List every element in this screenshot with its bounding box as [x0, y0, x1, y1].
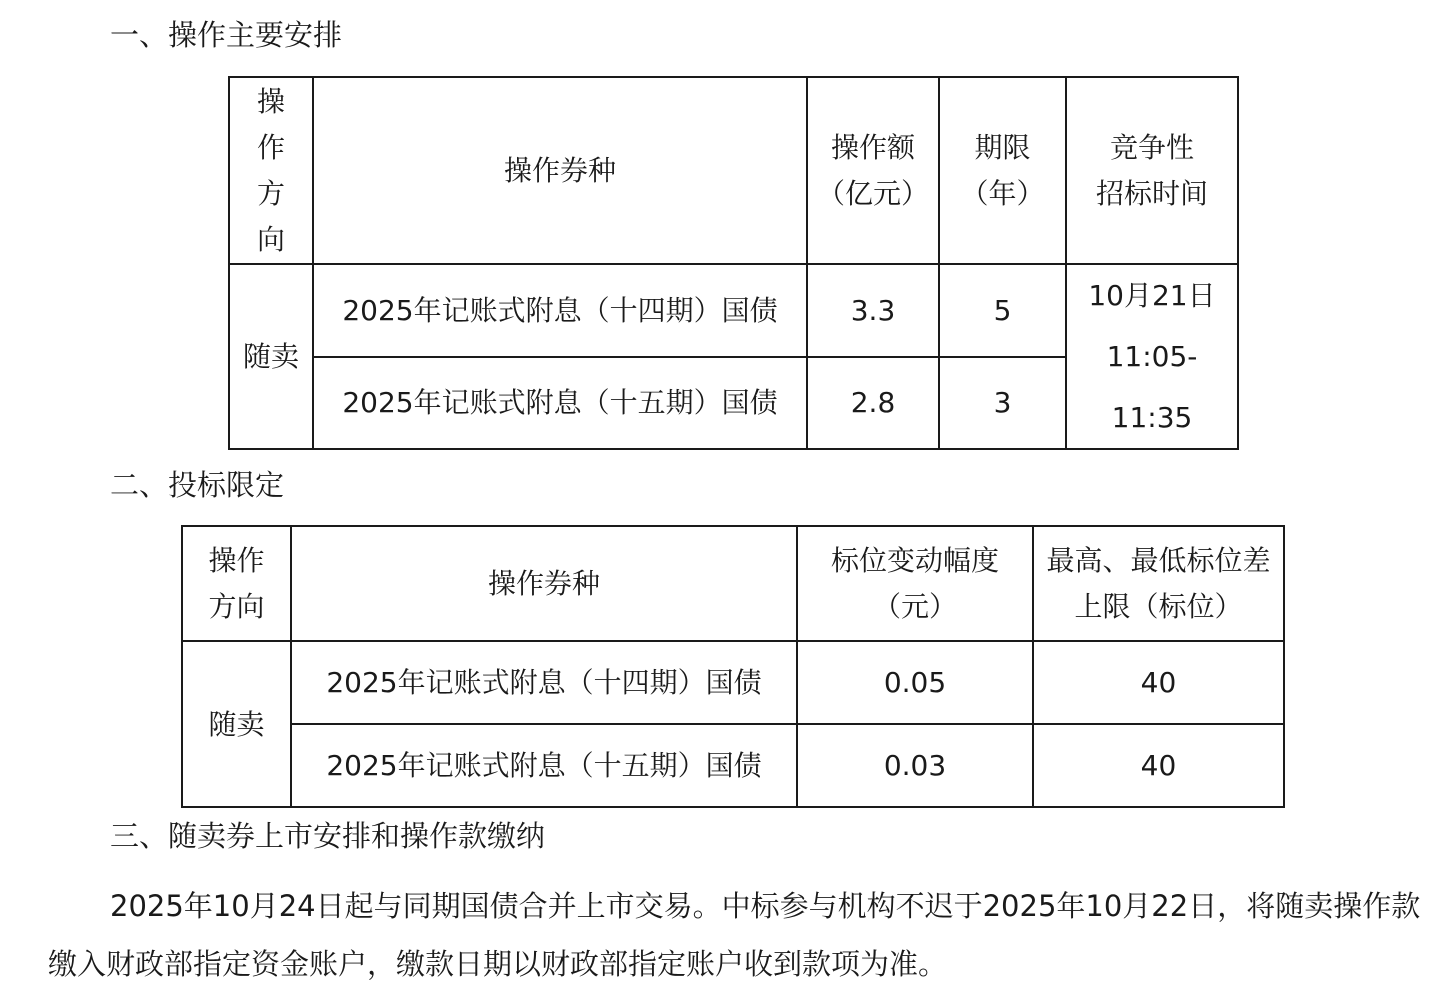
bond-cell: 2025年记账式附息（十四期）国债	[291, 641, 797, 724]
section-3-heading: 三、随卖券上市安排和操作款缴纳	[110, 819, 546, 853]
table-row	[182, 641, 1284, 724]
operation-arrangement-table	[228, 76, 1239, 450]
price-change-cell: 0.05	[797, 641, 1033, 724]
bond-cell: 2025年记账式附息（十四期）国债	[313, 264, 807, 357]
spread-limit-cell: 40	[1033, 641, 1284, 724]
header-direction: 操作方向	[182, 526, 291, 641]
amount-cell: 2.8	[807, 357, 939, 450]
header-bid-time: 竞争性 招标时间	[1066, 77, 1238, 264]
section-1-heading: 一、操作主要安排	[110, 18, 343, 52]
direction-cell: 随卖	[229, 264, 313, 449]
header-direction: 操作方向	[229, 77, 313, 264]
bid-limit-table	[181, 525, 1285, 808]
header-bond-type: 操作券种	[291, 526, 797, 641]
price-change-cell: 0.03	[797, 724, 1033, 807]
header-term: 期限（年）	[939, 77, 1066, 264]
listing-payment-paragraph: 2025年10月24日起与同期国债合并上市交易。中标参与机构不迟于2025年10月22日，将随卖操作款缴入财政部指定资金账户，缴款日期以财政部指定账户收到款项为准。	[48, 889, 1421, 981]
header-bond-type: 操作券种	[313, 77, 807, 264]
term-cell: 5	[939, 264, 1066, 357]
header-amount: 操作额（亿元）	[807, 77, 939, 264]
header-price-change: 标位变动幅度（元）	[797, 526, 1033, 641]
section-2-heading: 二、投标限定	[110, 468, 285, 502]
table-row	[182, 724, 1284, 807]
term-cell: 3	[939, 357, 1066, 450]
amount-cell: 3.3	[807, 264, 939, 357]
table-row	[229, 264, 1238, 357]
table-header-row	[229, 77, 1238, 264]
bond-cell: 2025年记账式附息（十五期）国债	[291, 724, 797, 807]
bond-cell: 2025年记账式附息（十五期）国债	[313, 357, 807, 450]
bid-time-cell: 10月21日 11:05- 11:35	[1066, 264, 1238, 449]
direction-cell: 随卖	[182, 641, 291, 807]
header-bid-spread-limit: 最高、最低标位差上限（标位）	[1033, 526, 1284, 641]
table-header-row	[182, 526, 1284, 641]
spread-limit-cell: 40	[1033, 724, 1284, 807]
